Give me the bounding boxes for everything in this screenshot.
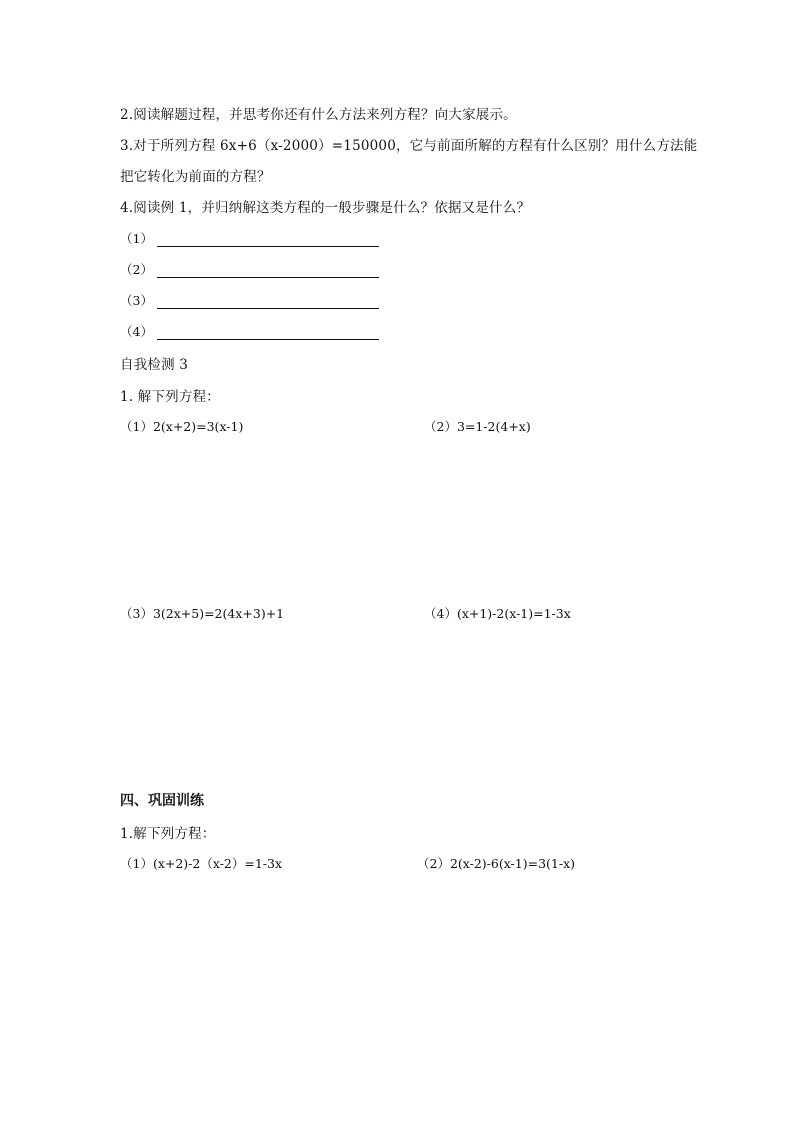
self-check-problem-3: （3）3(2x+5)=2(4x+3)+1	[120, 606, 285, 621]
step-row-4	[120, 322, 379, 340]
step-label: （1）	[120, 231, 153, 246]
step-label: （4）	[120, 324, 153, 339]
answer-blank[interactable]	[157, 328, 379, 340]
step-label: （2）	[120, 262, 153, 277]
step-row-3	[120, 291, 379, 309]
section-heading-practice: 四、巩固训练	[120, 793, 204, 809]
answer-blank[interactable]	[157, 297, 379, 309]
practice-problem-2: （2）2(x-2)-6(x-1)=3(1-x)	[417, 856, 576, 871]
self-check-problem-1: （1）2(x+2)=3(x-1)	[120, 419, 244, 434]
step-row-1	[120, 229, 379, 247]
self-check-problem-4: （4）(x+1)-2(x-1)=1-3x	[424, 606, 571, 621]
question-3-line-2: 把它转化为前面的方程？	[120, 169, 271, 185]
practice-task: 1.解下列方程：	[120, 826, 216, 842]
self-check-title: 自我检测 3	[120, 357, 189, 373]
question-3-line-1: 3.对于所列方程 6x+6（x-2000）=150000，它与前面所解的方程有什么区别？用什么方法能	[120, 138, 698, 154]
step-label: （3）	[120, 293, 153, 308]
self-check-problem-2: （2）3=1-2(4+x)	[424, 419, 531, 434]
question-2: 2.阅读解题过程，并思考你还有什么方法来列方程？向大家展示。	[120, 107, 517, 123]
step-row-2	[120, 260, 379, 278]
answer-blank[interactable]	[157, 266, 379, 278]
practice-problem-1: （1）(x+2)-2（x-2）=1-3x	[120, 856, 283, 871]
answer-blank[interactable]	[157, 235, 379, 247]
question-4: 4.阅读例 1，并归纳解这类方程的一般步骤是什么？依据又是什么？	[120, 200, 531, 216]
self-check-task: 1. 解下列方程：	[120, 389, 220, 405]
